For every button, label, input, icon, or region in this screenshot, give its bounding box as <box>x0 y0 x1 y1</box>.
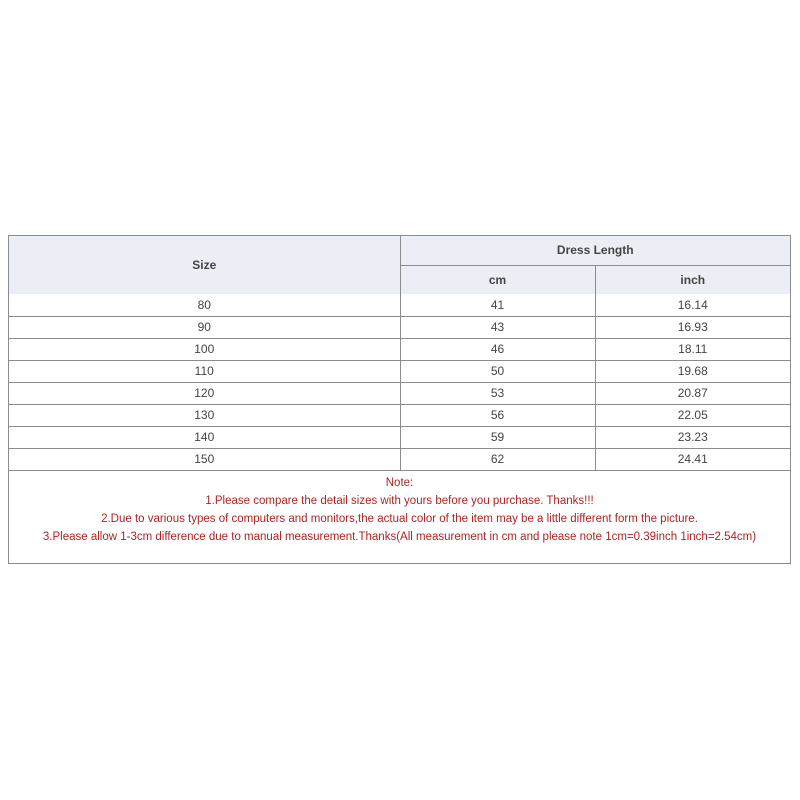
cm-cell: 43 <box>400 316 595 338</box>
inch-column-header: inch <box>595 265 790 294</box>
dress-length-header: Dress Length <box>400 236 790 265</box>
cm-cell: 59 <box>400 426 595 448</box>
table-row <box>9 448 790 470</box>
size-cell: 150 <box>9 448 400 470</box>
size-cell: 140 <box>9 426 400 448</box>
cm-cell: 56 <box>400 404 595 426</box>
size-cell: 90 <box>9 316 400 338</box>
inch-cell: 16.93 <box>595 316 790 338</box>
table-row <box>9 338 790 360</box>
inch-cell: 20.87 <box>595 382 790 404</box>
size-cell: 110 <box>9 360 400 382</box>
cm-column-header: cm <box>400 265 595 294</box>
cm-cell: 46 <box>400 338 595 360</box>
cm-cell: 41 <box>400 294 595 316</box>
size-cell: 100 <box>9 338 400 360</box>
table-row <box>9 294 790 316</box>
cm-cell: 50 <box>400 360 595 382</box>
inch-cell: 18.11 <box>595 338 790 360</box>
inch-cell: 22.05 <box>595 404 790 426</box>
cm-cell: 53 <box>400 382 595 404</box>
size-chart <box>8 235 791 564</box>
table-row <box>9 404 790 426</box>
inch-cell: 23.23 <box>595 426 790 448</box>
table-row <box>9 382 790 404</box>
note-title: Note: <box>385 477 414 489</box>
inch-cell: 24.41 <box>595 448 790 470</box>
notes-block <box>9 474 790 546</box>
table-row <box>9 316 790 338</box>
size-table <box>9 236 790 471</box>
size-cell: 130 <box>9 404 400 426</box>
table-row <box>9 426 790 448</box>
size-column-header: Size <box>9 236 400 294</box>
note-line-2: 2.Due to various types of computers and monitors,the actual color of the item may be a little different form the picture. <box>101 513 698 525</box>
size-cell: 80 <box>9 294 400 316</box>
note-line-1: 1.Please compare the detail sizes with yours before you purchase. Thanks!!! <box>205 495 594 507</box>
inch-cell: 16.14 <box>595 294 790 316</box>
size-cell: 120 <box>9 382 400 404</box>
note-line-3: 3.Please allow 1-3cm difference due to manual measurement.Thanks(All measurement in cm and please note 1cm=0.39inch 1inch=2.54cm) <box>42 531 757 543</box>
table-row <box>9 360 790 382</box>
cm-cell: 62 <box>400 448 595 470</box>
inch-cell: 19.68 <box>595 360 790 382</box>
